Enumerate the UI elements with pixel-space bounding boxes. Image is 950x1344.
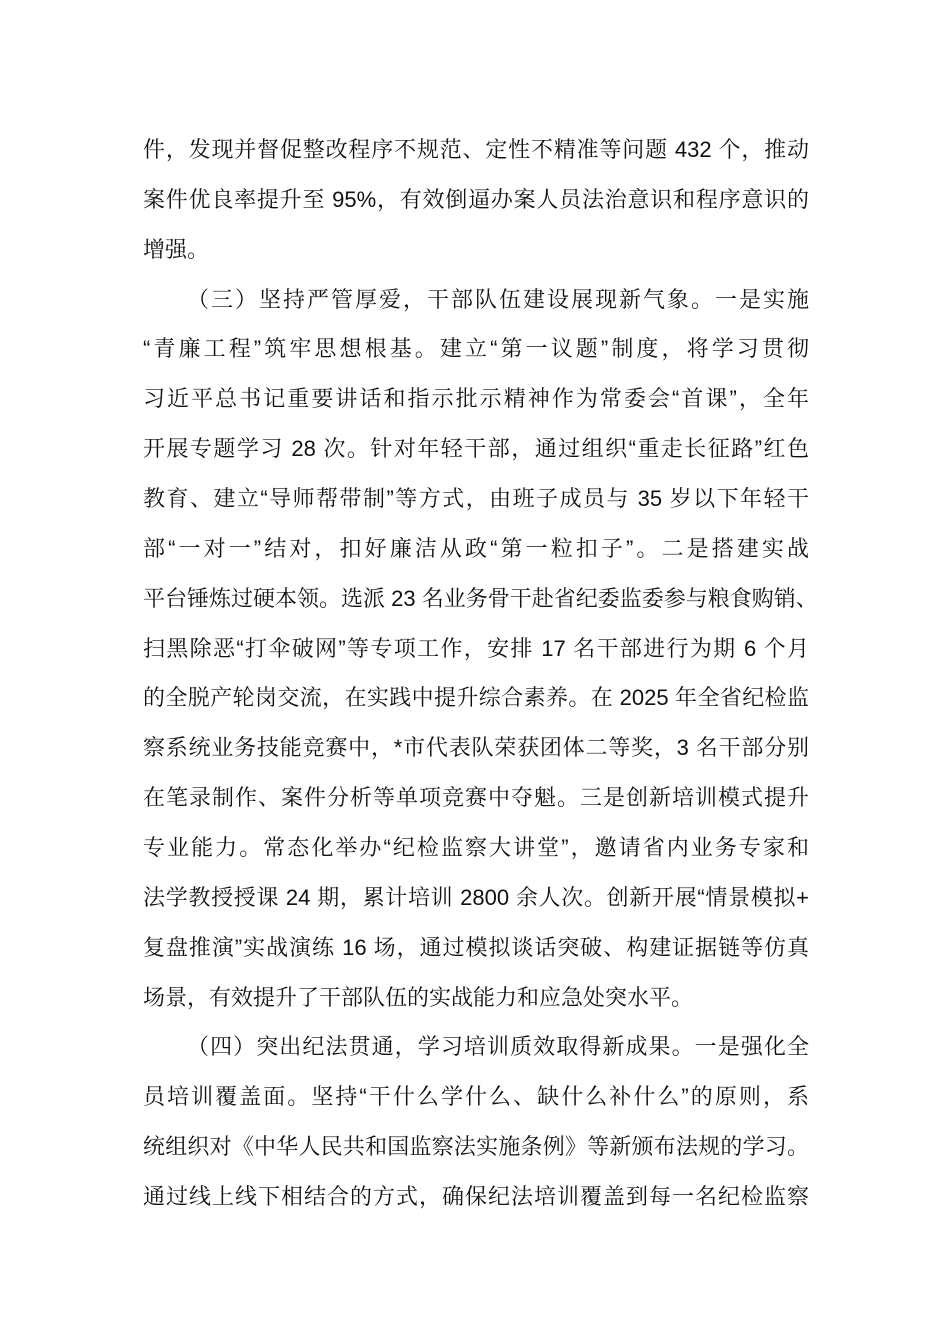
text-line: 开展专题学习 28 次。针对年轻干部，通过组织“重走长征路”红色 xyxy=(143,436,809,462)
text-line: （四）突出纪法贯通，学习培训质效取得新成果。一是强化全 xyxy=(187,1034,809,1060)
text-line: 件，发现并督促整改程序不规范、定性不精准等问题 432 个，推动 xyxy=(143,137,809,162)
text-line: 专业能力。常态化举办“纪检监察大讲堂”，邀请省内业务专家和 xyxy=(143,835,809,861)
text-line: 的全脱产轮岗交流，在实践中提升综合素养。在 2025 年全省纪检监 xyxy=(143,685,809,711)
text-line: 察系统业务技能竞赛中，*市代表队荣获团体二等奖，3 名干部分别 xyxy=(143,735,809,761)
text-line: “青廉工程”筑牢思想根基。建立“第一议题”制度，将学习贯彻 xyxy=(143,336,809,362)
text-line: 增强。 xyxy=(143,236,210,262)
text-line: 部“一对一”结对，扣好廉洁从政“第一粒扣子”。二是搭建实战 xyxy=(143,535,809,561)
text-line: 教育、建立“导师帮带制”等方式，由班子成员与 35 岁以下年轻干 xyxy=(143,486,809,512)
text-line: （三）坚持严管厚爱，干部队伍建设展现新气象。一是实施 xyxy=(187,286,809,312)
text-line: 扫黑除恶“打伞破网”等专项工作，安排 17 名干部进行为期 6 个月 xyxy=(143,635,809,661)
text-line: 复盘推演”实战演练 16 场，通过模拟谈话突破、构建证据链等仿真 xyxy=(143,934,809,960)
text-line: 统组织对《中华人民共和国监察法实施条例》等新颁布法规的学习。 xyxy=(143,1134,809,1160)
text-line: 员培训覆盖面。坚持“干什么学什么、缺什么补什么”的原则，系 xyxy=(143,1084,809,1110)
text-line: 通过线上线下相结合的方式，确保纪法培训覆盖到每一名纪检监察 xyxy=(143,1184,809,1210)
text-line: 习近平总书记重要讲话和指示批示精神作为常委会“首课”，全年 xyxy=(143,386,809,412)
text-line: 场景，有效提升了干部队伍的实战能力和应急处突水平。 xyxy=(143,984,694,1010)
text-line: 在笔录制作、案件分析等单项竞赛中夺魁。三是创新培训模式提升 xyxy=(143,785,809,811)
text-line: 案件优良率提升至 95%，有效倒逼办案人员法治意识和程序意识的 xyxy=(143,186,809,212)
text-line: 法学教授授课 24 期，累计培训 2800 余人次。创新开展“情景模拟+ xyxy=(143,884,809,910)
text-line: 平台锤炼过硬本领。选派 23 名业务骨干赴省纪委监委参与粮食购销、 xyxy=(143,585,818,611)
